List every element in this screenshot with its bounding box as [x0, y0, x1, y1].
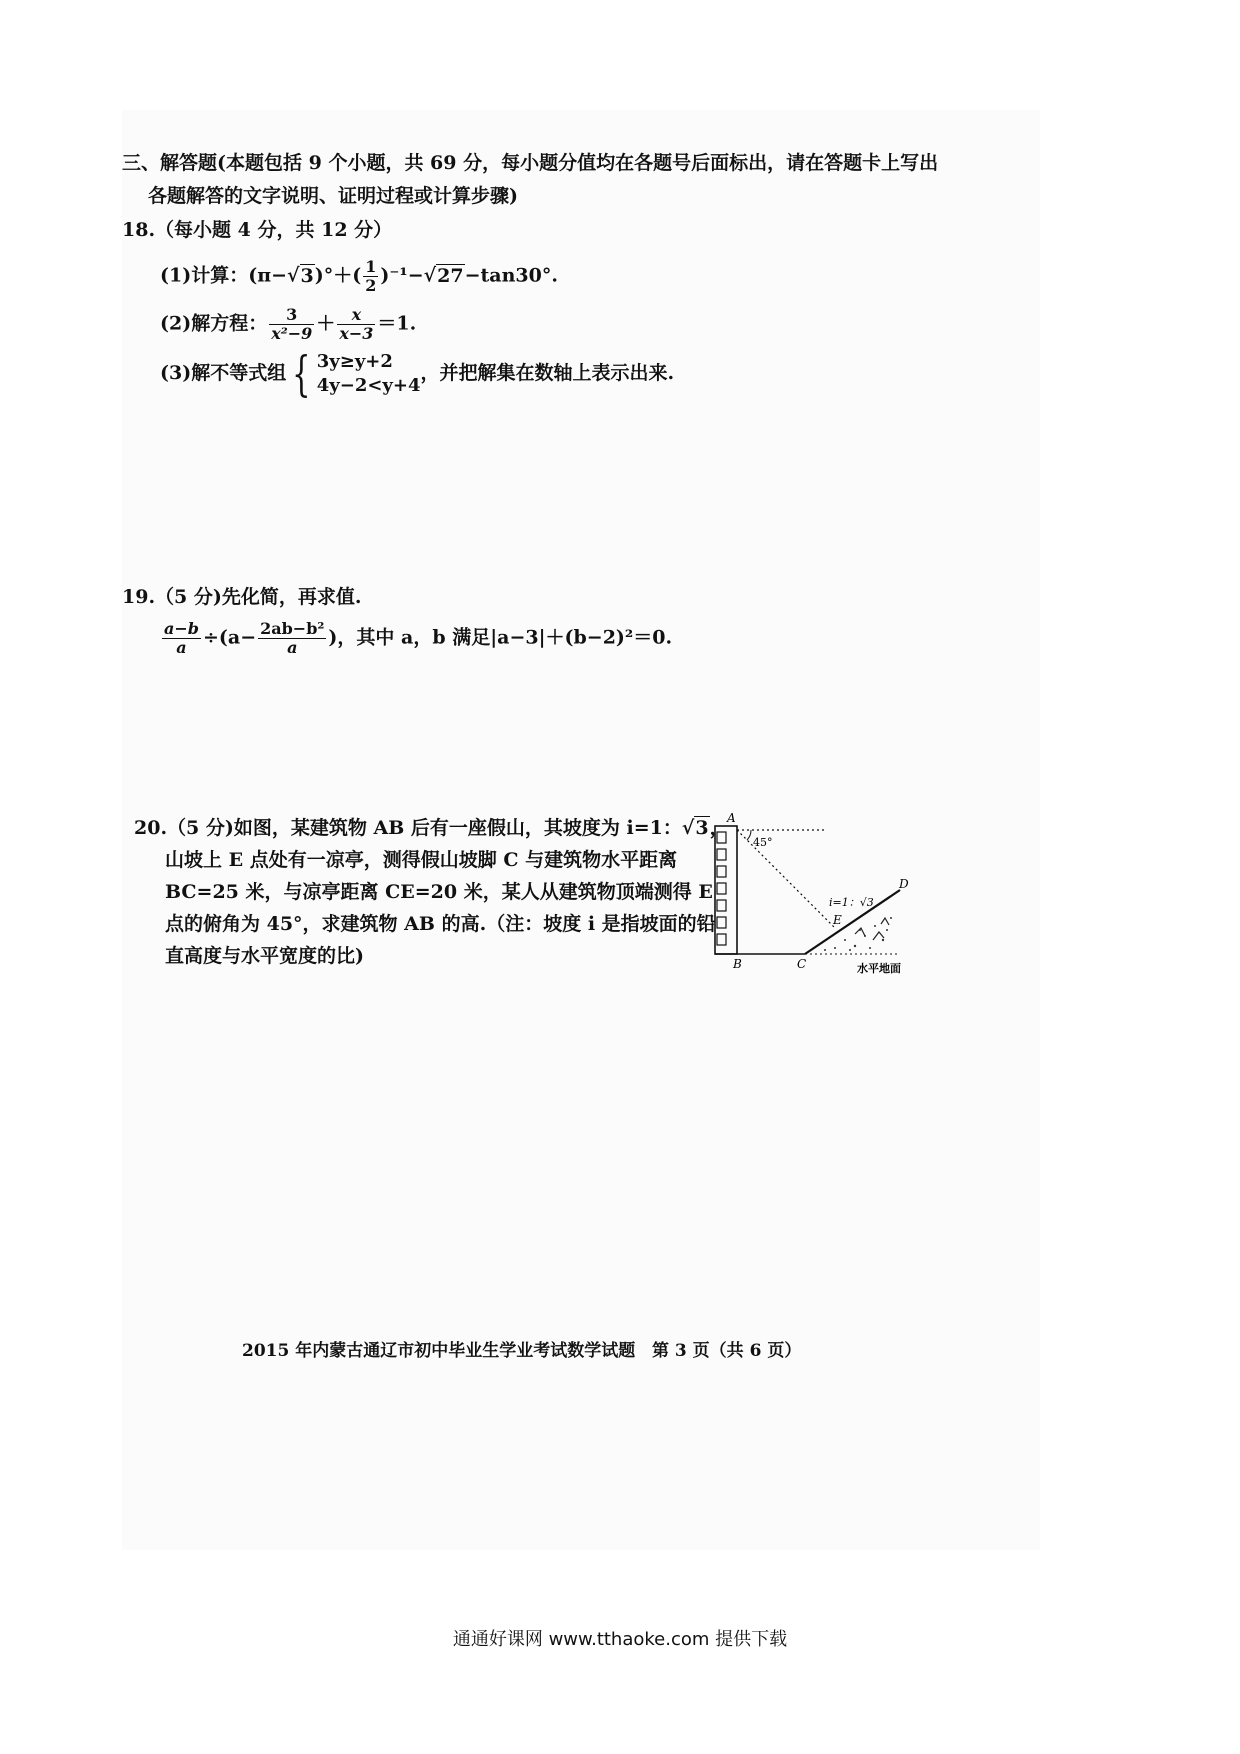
- q19-expression: [160, 620, 672, 657]
- q18-part2-fraction1: [269, 306, 314, 343]
- q20-line1: 20.（5 分)如图，某建筑物 AB 后有一座假山，其坡度为 i=1：√3，: [134, 817, 729, 839]
- q20-sqrt3: 3: [695, 817, 709, 839]
- q20-line5: 直高度与水平宽度的比): [165, 945, 364, 967]
- label-d: D: [899, 877, 909, 891]
- q18-part2-den1: x²−9: [271, 324, 313, 343]
- q19-num2: 2ab−b²: [260, 619, 325, 638]
- q18-part2-prefix: (2)解方程：: [160, 312, 268, 335]
- angle-arc: [747, 830, 751, 840]
- angle-label: 45°: [753, 836, 773, 849]
- q18-part1-sqrt3: 3: [300, 264, 314, 287]
- q20-line3: BC=25 米，与凉亭距离 CE=20 米，某人从建筑物顶端测得 E: [165, 881, 713, 903]
- q19-fraction1: [162, 620, 201, 657]
- slope-building-figure: [705, 808, 935, 983]
- inequality-2: 4y−2<y+4: [316, 375, 421, 396]
- slope-sqrt-sign: √: [859, 896, 867, 909]
- q20-line2: 山坡上 E 点处有一凉亭，测得假山坡脚 C 与建筑物水平距离: [165, 849, 678, 871]
- system-brace: {: [292, 346, 311, 402]
- q18-part1-prefix: (1)计算：(π−: [160, 264, 288, 287]
- q18-title: 18.（每小题 4 分，共 12 分）: [122, 219, 393, 241]
- section-heading: 三、解答题(本题包括 9 个小题，共 69 分，每小题分值均在各题号后面标出，请在答题卡上写出: [122, 152, 939, 174]
- q18-part3-prefix: (3)解不等式组: [160, 362, 287, 384]
- inequality-1: 3y≥y+2: [316, 351, 393, 372]
- section-heading-cont: 各题解答的文字说明、证明过程或计算步骤): [148, 185, 518, 207]
- q18-part1: (1)计算：(π−√3)°＋( $\frac{1}{2}$ )⁻¹−√27−tan30°.: [160, 257, 558, 295]
- q18-part3-end: ，并把解集在数轴上表示出来.: [420, 362, 675, 384]
- q19-fraction2: [258, 620, 326, 657]
- exam-title-footer: 2015 年内蒙古通辽市初中毕业生学业考试数学试题: [242, 1341, 636, 1361]
- ground-label: 水平地面: [857, 962, 901, 975]
- q19-end: )，其中 a，b 满足|a−3|＋(b−2)²＝0.: [328, 626, 673, 649]
- page-number: 第 3 页（共 6 页）: [652, 1341, 802, 1361]
- q18-part1-mid: )°＋(: [314, 264, 362, 287]
- q19-den1: a: [176, 638, 187, 657]
- q18-part1-sqrt27: 27: [437, 264, 464, 287]
- q20-line1-end: ，: [709, 817, 729, 839]
- q18-part2-plus: ＋: [316, 312, 336, 335]
- q18-part2-num1: 3: [269, 306, 314, 325]
- inequality-system: [317, 350, 421, 398]
- label-a: A: [727, 811, 736, 825]
- hill-rocks: [855, 918, 889, 940]
- slope-label-root: 3: [866, 896, 874, 909]
- label-c: C: [797, 957, 807, 971]
- depression-sight-line: [737, 830, 835, 928]
- q18-part1-after: )⁻¹−: [380, 264, 424, 287]
- q19-num1: a−b: [164, 619, 199, 638]
- q18-part1-fraction: [363, 258, 378, 295]
- q18-part2-end: ＝1.: [377, 312, 417, 335]
- q18-part1-end: −tan30°.: [464, 264, 558, 287]
- q20-line4: 点的俯角为 45°，求建筑物 AB 的高.（注：坡度 i 是指坡面的铅: [165, 913, 716, 935]
- q18-part1-den: 2: [365, 276, 377, 295]
- q18-part2-fraction2: [337, 306, 375, 343]
- label-b: B: [733, 957, 742, 971]
- building-windows: [717, 832, 726, 945]
- q18-part2-num2: x: [337, 306, 375, 325]
- q18-part2: [160, 306, 416, 343]
- q18-part1-num: 1: [365, 257, 377, 276]
- download-credit: 通通好课网 www.tthaoke.com 提供下载: [452, 1629, 788, 1650]
- q18-part2-den2: x−3: [339, 324, 374, 343]
- q19-den2: a: [287, 638, 298, 657]
- q19-div: ÷(a−: [202, 626, 257, 649]
- label-e: E: [833, 913, 842, 927]
- q18-part3: [160, 346, 675, 402]
- slope-label-prefix: i=1：: [829, 896, 860, 909]
- q19-title: 19.（5 分)先化简，再求值.: [122, 586, 362, 608]
- slope-label: [829, 896, 874, 909]
- q20-line1-text: 20.（5 分)如图，某建筑物 AB 后有一座假山，其坡度为 i=1：: [134, 817, 682, 839]
